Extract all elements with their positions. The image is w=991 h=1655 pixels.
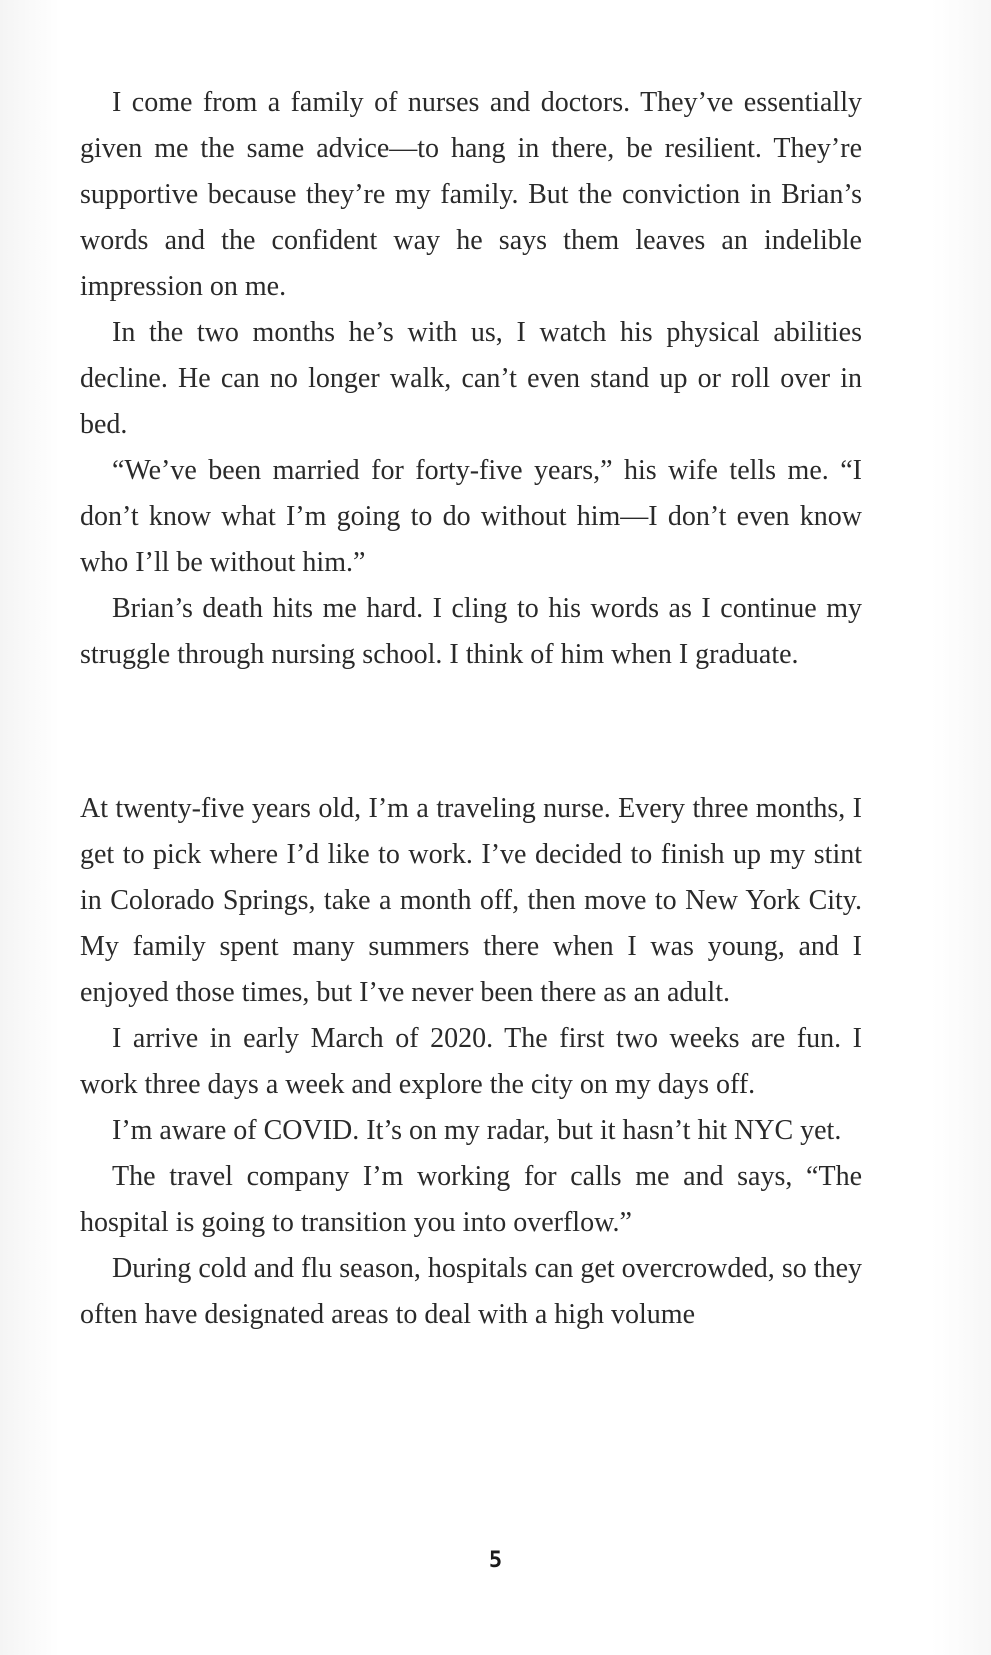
paragraph: In the two months he’s with us, I watch his physical abilities decline. He can no longer walk, can’t even stand up or roll over in bed.	[80, 317, 862, 440]
paragraph: At twenty-five years old, I’m a traveling nurse. Every three months, I get to pick where I’d like to work. I’ve decided to finish up my stint in Colorado Springs, take a month off, then move to New York City. My family spent many summers there when I was young, and I enjoyed those times, but I’ve never been there as an adult.	[80, 793, 862, 1008]
paragraph: During cold and flu season, hospitals can get overcrowded, so they often have designated areas to deal with a high volume	[80, 1253, 862, 1330]
text-section-2	[80, 786, 862, 1338]
page-number: 5	[488, 1548, 503, 1573]
paragraph: I arrive in early March of 2020. The first two weeks are fun. I work three days a week and explore the city on my days off.	[80, 1023, 862, 1100]
paragraph: Brian’s death hits me hard. I cling to his words as I continue my struggle through nursing school. I think of him when I graduate.	[80, 593, 862, 670]
paragraph: I’m aware of COVID. It’s on my radar, but it hasn’t hit NYC yet.	[112, 1115, 842, 1146]
paragraph: “We’ve been married for forty-five years,” his wife tells me. “I don’t know what I’m going to do without him—I don’t even know who I’ll be without him.”	[80, 455, 862, 578]
paragraph: I come from a family of nurses and doctors. They’ve essentially given me the same advice—to hang in there, be resilient. They’re supportive because they’re my family. But the conviction in Brian’s words and the confident way he says them leaves an indelible impression on me.	[80, 87, 862, 302]
text-section-1	[80, 80, 862, 678]
paragraph: The travel company I’m working for calls me and says, “The hospital is going to transition you into overflow.”	[80, 1161, 862, 1238]
